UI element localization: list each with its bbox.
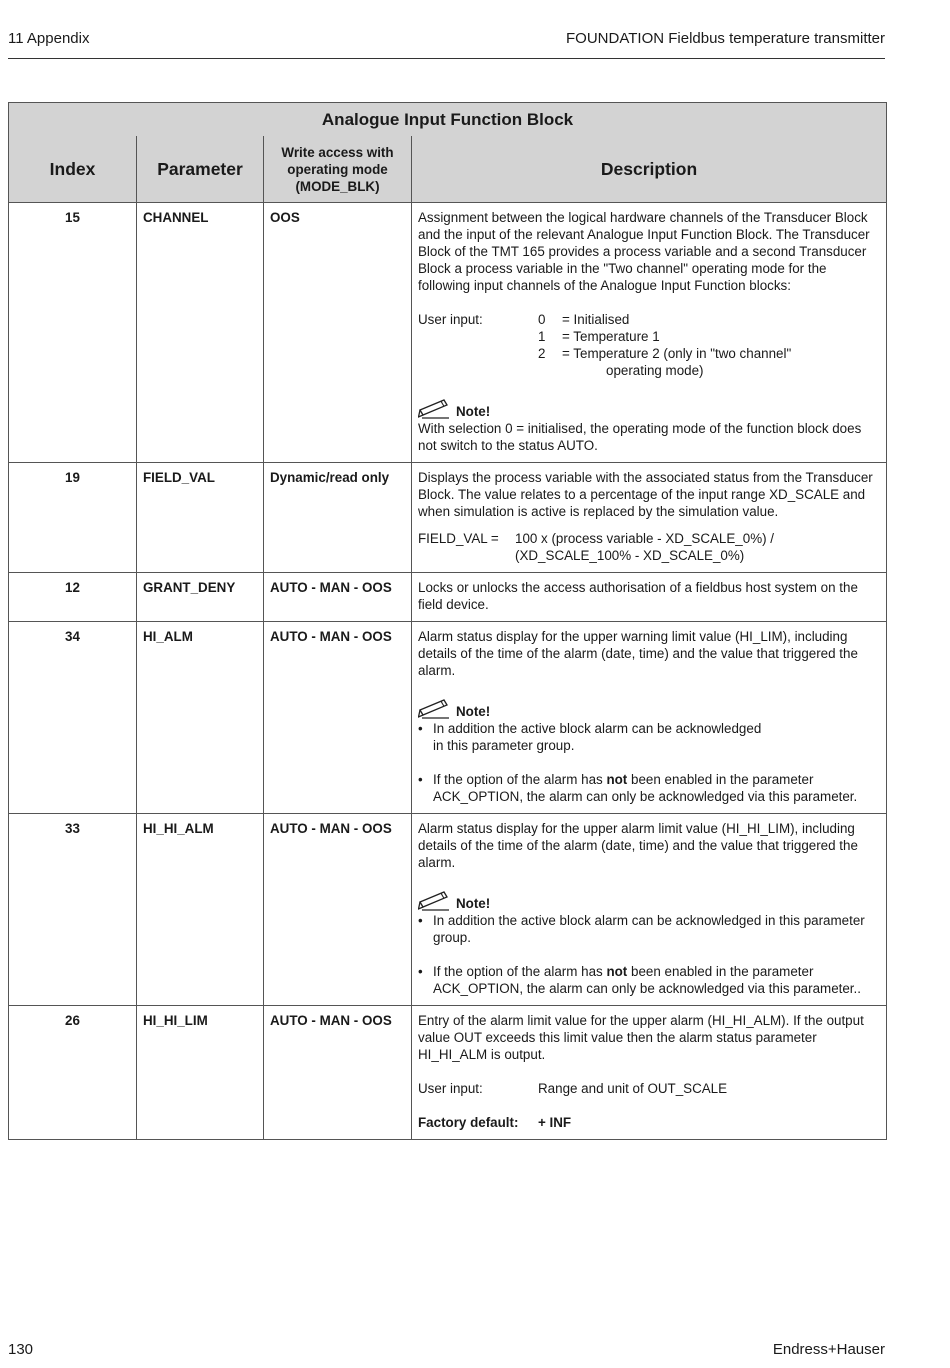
- row-mode: AUTO - MAN - OOS: [264, 622, 412, 814]
- bullet-emphasis: not: [606, 772, 628, 787]
- note-label: Note!: [456, 404, 491, 419]
- factory-default: [418, 1114, 880, 1131]
- note-label: Note!: [456, 896, 491, 911]
- row-parameter: FIELD_VAL: [137, 463, 264, 573]
- note-heading: [418, 888, 880, 912]
- column-header-write-access: Write access with operating mode (MODE_BLK): [264, 136, 412, 203]
- section-label: 11 Appendix: [8, 30, 90, 47]
- column-header-description: Description: [412, 136, 887, 203]
- description-text: Alarm status display for the upper warning limit value (HI_LIM), including details of the time of the alarm (date, time) and the value that triggered the alarm.: [418, 629, 858, 678]
- row-parameter: HI_HI_ALM: [137, 814, 264, 1006]
- user-input-option: [418, 328, 880, 345]
- row-mode: AUTO - MAN - OOS: [264, 1006, 412, 1140]
- note-heading: [418, 396, 880, 420]
- table-row: [9, 573, 887, 622]
- formula-line: 100 x (process variable - XD_SCALE_0%) /: [515, 531, 774, 546]
- table-row: [9, 814, 887, 1006]
- brand-name: Endress+Hauser: [772, 1341, 885, 1358]
- factory-default-label: Factory default:: [418, 1115, 519, 1130]
- table-row: [9, 1006, 887, 1140]
- row-index: 33: [9, 814, 137, 1006]
- note-bullet: • In addition the active block alarm can be acknowledged in this parameter group.: [418, 721, 762, 753]
- bullet-text: If the option of the alarm has: [433, 964, 607, 979]
- option-number: 2: [538, 346, 546, 361]
- bullet-text: If the option of the alarm has: [433, 772, 607, 787]
- row-mode: AUTO - MAN - OOS: [264, 573, 412, 622]
- row-description: [412, 463, 887, 573]
- user-input-option: [418, 345, 880, 362]
- row-description: [412, 1006, 887, 1140]
- pencil-note-icon: [418, 398, 450, 420]
- pencil-note-icon: [418, 698, 450, 720]
- bullet-text: In addition the active block alarm can be acknowledged in this parameter group.: [433, 913, 865, 945]
- row-mode: OOS: [264, 203, 412, 463]
- row-description: [412, 814, 887, 1006]
- row-index: 26: [9, 1006, 137, 1140]
- option-text: = Temperature 2 (only in "two channel": [562, 346, 792, 361]
- page-footer: [8, 1341, 885, 1361]
- row-description: [412, 622, 887, 814]
- row-parameter: CHANNEL: [137, 203, 264, 463]
- description-text: Displays the process variable with the associated status from the Transducer Block. The value relates to a percentage of the input range XD_SCALE and when simulation is active is replaced by the simulation value.: [418, 470, 873, 519]
- table-row: [9, 203, 887, 463]
- option-text: = Temperature 1: [562, 329, 660, 344]
- row-index: 12: [9, 573, 137, 622]
- row-index: 34: [9, 622, 137, 814]
- column-header-parameter: Parameter: [137, 136, 264, 203]
- note-text: With selection 0 = initialised, the operating mode of the function block does not switch to the status AUTO.: [418, 421, 862, 453]
- formula-label: FIELD_VAL =: [418, 531, 499, 546]
- option-text: = Initialised: [562, 312, 630, 327]
- user-input-label: User input:: [418, 312, 483, 327]
- table-title: Analogue Input Function Block: [9, 103, 887, 137]
- bullet-emphasis: not: [606, 964, 628, 979]
- row-description: [412, 573, 887, 622]
- table-row: [9, 622, 887, 814]
- user-input-value: Range and unit of OUT_SCALE: [538, 1081, 728, 1096]
- document-title: FOUNDATION Fieldbus temperature transmitter: [566, 30, 885, 47]
- user-input: [418, 1080, 880, 1097]
- parameter-table: [8, 102, 887, 1140]
- row-parameter: GRANT_DENY: [137, 573, 264, 622]
- header-divider: [8, 58, 885, 59]
- row-index: 19: [9, 463, 137, 573]
- row-description: [412, 203, 887, 463]
- note-label: Note!: [456, 704, 491, 719]
- row-mode: Dynamic/read only: [264, 463, 412, 573]
- formula: [418, 530, 880, 547]
- pencil-note-icon: [418, 890, 450, 912]
- page-number: 130: [8, 1341, 34, 1358]
- option-continuation: operating mode): [606, 363, 704, 378]
- user-input-option: [418, 311, 880, 328]
- description-text: Entry of the alarm limit value for the upper alarm (HI_HI_ALM). If the output value OUT exceeds this limit value then the alarm status parameter HI_HI_ALM is output.: [418, 1013, 864, 1062]
- page-header: [8, 30, 885, 50]
- bullet-text: in this parameter group.: [433, 738, 575, 753]
- formula: [418, 547, 880, 564]
- description-text: Alarm status display for the upper alarm limit value (HI_HI_LIM), including details of the time of the alarm (date, time) and the value that triggered the alarm.: [418, 821, 858, 870]
- bullet-text: been enabled in the parameter ACK_OPTION, the alarm can only be acknowledged via this parameter.: [433, 772, 858, 804]
- note-bullet: • If the option of the alarm has not been enabled in the parameter ACK_OPTION, the alarm can only be acknowledged via this parameter.: [418, 772, 858, 804]
- row-parameter: HI_ALM: [137, 622, 264, 814]
- row-parameter: HI_HI_LIM: [137, 1006, 264, 1140]
- row-index: 15: [9, 203, 137, 463]
- factory-default-value: + INF: [538, 1115, 572, 1130]
- note-bullet: • In addition the active block alarm can be acknowledged in this parameter group.: [418, 912, 880, 946]
- column-header-index: Index: [9, 136, 137, 203]
- note-bullet: • If the option of the alarm has not been enabled in the parameter ACK_OPTION, the alarm can only be acknowledged via this parameter..: [418, 964, 861, 996]
- formula-line: (XD_SCALE_100% - XD_SCALE_0%): [515, 548, 745, 563]
- option-number: 0: [538, 312, 546, 327]
- bullet-text: In addition the active block alarm can be acknowledged: [433, 721, 762, 736]
- note-heading: [418, 696, 880, 720]
- option-number: 1: [538, 329, 546, 344]
- description-text: Assignment between the logical hardware channels of the Transducer Block and the input of the relevant Analogue Input Function Block. The Transducer Block of the TMT 165 provides a process variable and a second Transducer Block a process variable in the "Two channel" operating mode for the following input channels of the Analogue Input Function blocks:: [418, 210, 870, 293]
- description-text: Locks or unlocks the access authorisation of a fieldbus host system on the field device.: [418, 580, 858, 612]
- table-row: [9, 463, 887, 573]
- bullet-text: been enabled in the parameter ACK_OPTION, the alarm can only be acknowledged via this parameter..: [433, 964, 861, 996]
- user-input-label: User input:: [418, 1081, 483, 1096]
- row-mode: AUTO - MAN - OOS: [264, 814, 412, 1006]
